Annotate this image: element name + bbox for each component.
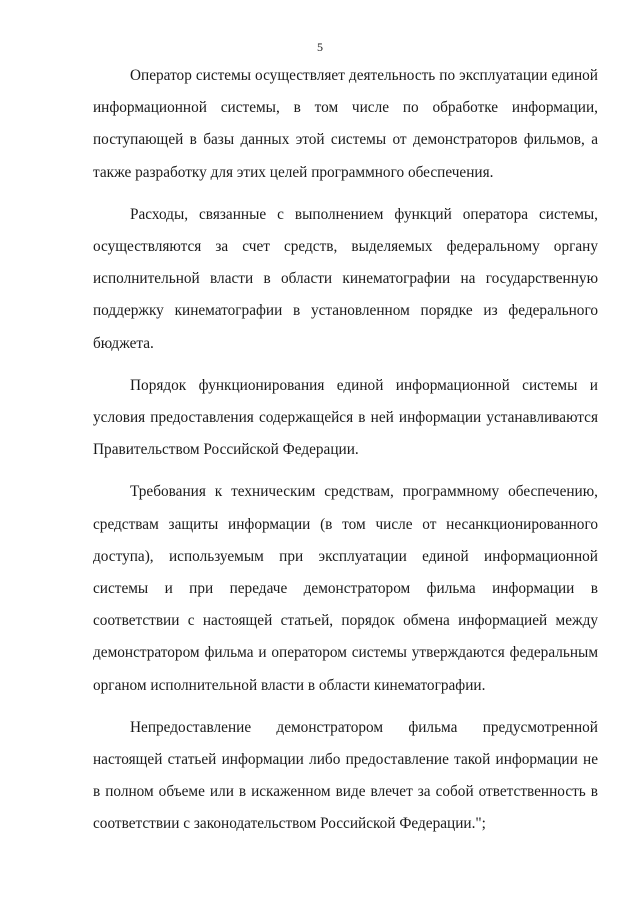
document-body (93, 60, 598, 841)
paragraph-expenses: Расходы, связанные с выполнением функций оператора системы, осуществляются за счет средств, выделяемых федеральному органу исполнительной власти в области кинематографии на государственную поддержку кинематографии в установленном порядке из федерального бюджета. (93, 205, 598, 352)
paragraph-operator-activity: Оператор системы осуществляет деятельность по эксплуатации единой информационной системы, в том числе по обработке информации, поступающей в базы данных этой системы от демонстраторов фильмов, а также разработку для этих целей программного обеспечения. (93, 67, 598, 181)
paragraph-technical-requirements: Требования к техническим средствам, программному обеспечению, средствам защиты информации (в том числе от несанкционированного доступа), используемым при эксплуатации единой информационной системы и при передаче демонстратором фильма информации в соответствии с настоящей статьей, порядок обмена информацией между демонстратором фильма и оператором системы утверждаются федеральным органом исполнительной власти в области кинематографии. (93, 483, 598, 694)
page-number: 5 (317, 40, 323, 54)
paragraph-non-provision-liability: Непредоставление демонстратором фильма предусмотренной настоящей статьей информации либо предоставление такой информации не в полном объеме или в искаженном виде влечет за собой ответственность в соответствии с законодательством Российской Федерации."; (93, 718, 598, 833)
paragraph-functioning-procedure: Порядок функционирования единой информационной системы и условия предоставления содержащейся в ней информации устанавливаются Правительством Российской Федерации. (93, 376, 598, 459)
